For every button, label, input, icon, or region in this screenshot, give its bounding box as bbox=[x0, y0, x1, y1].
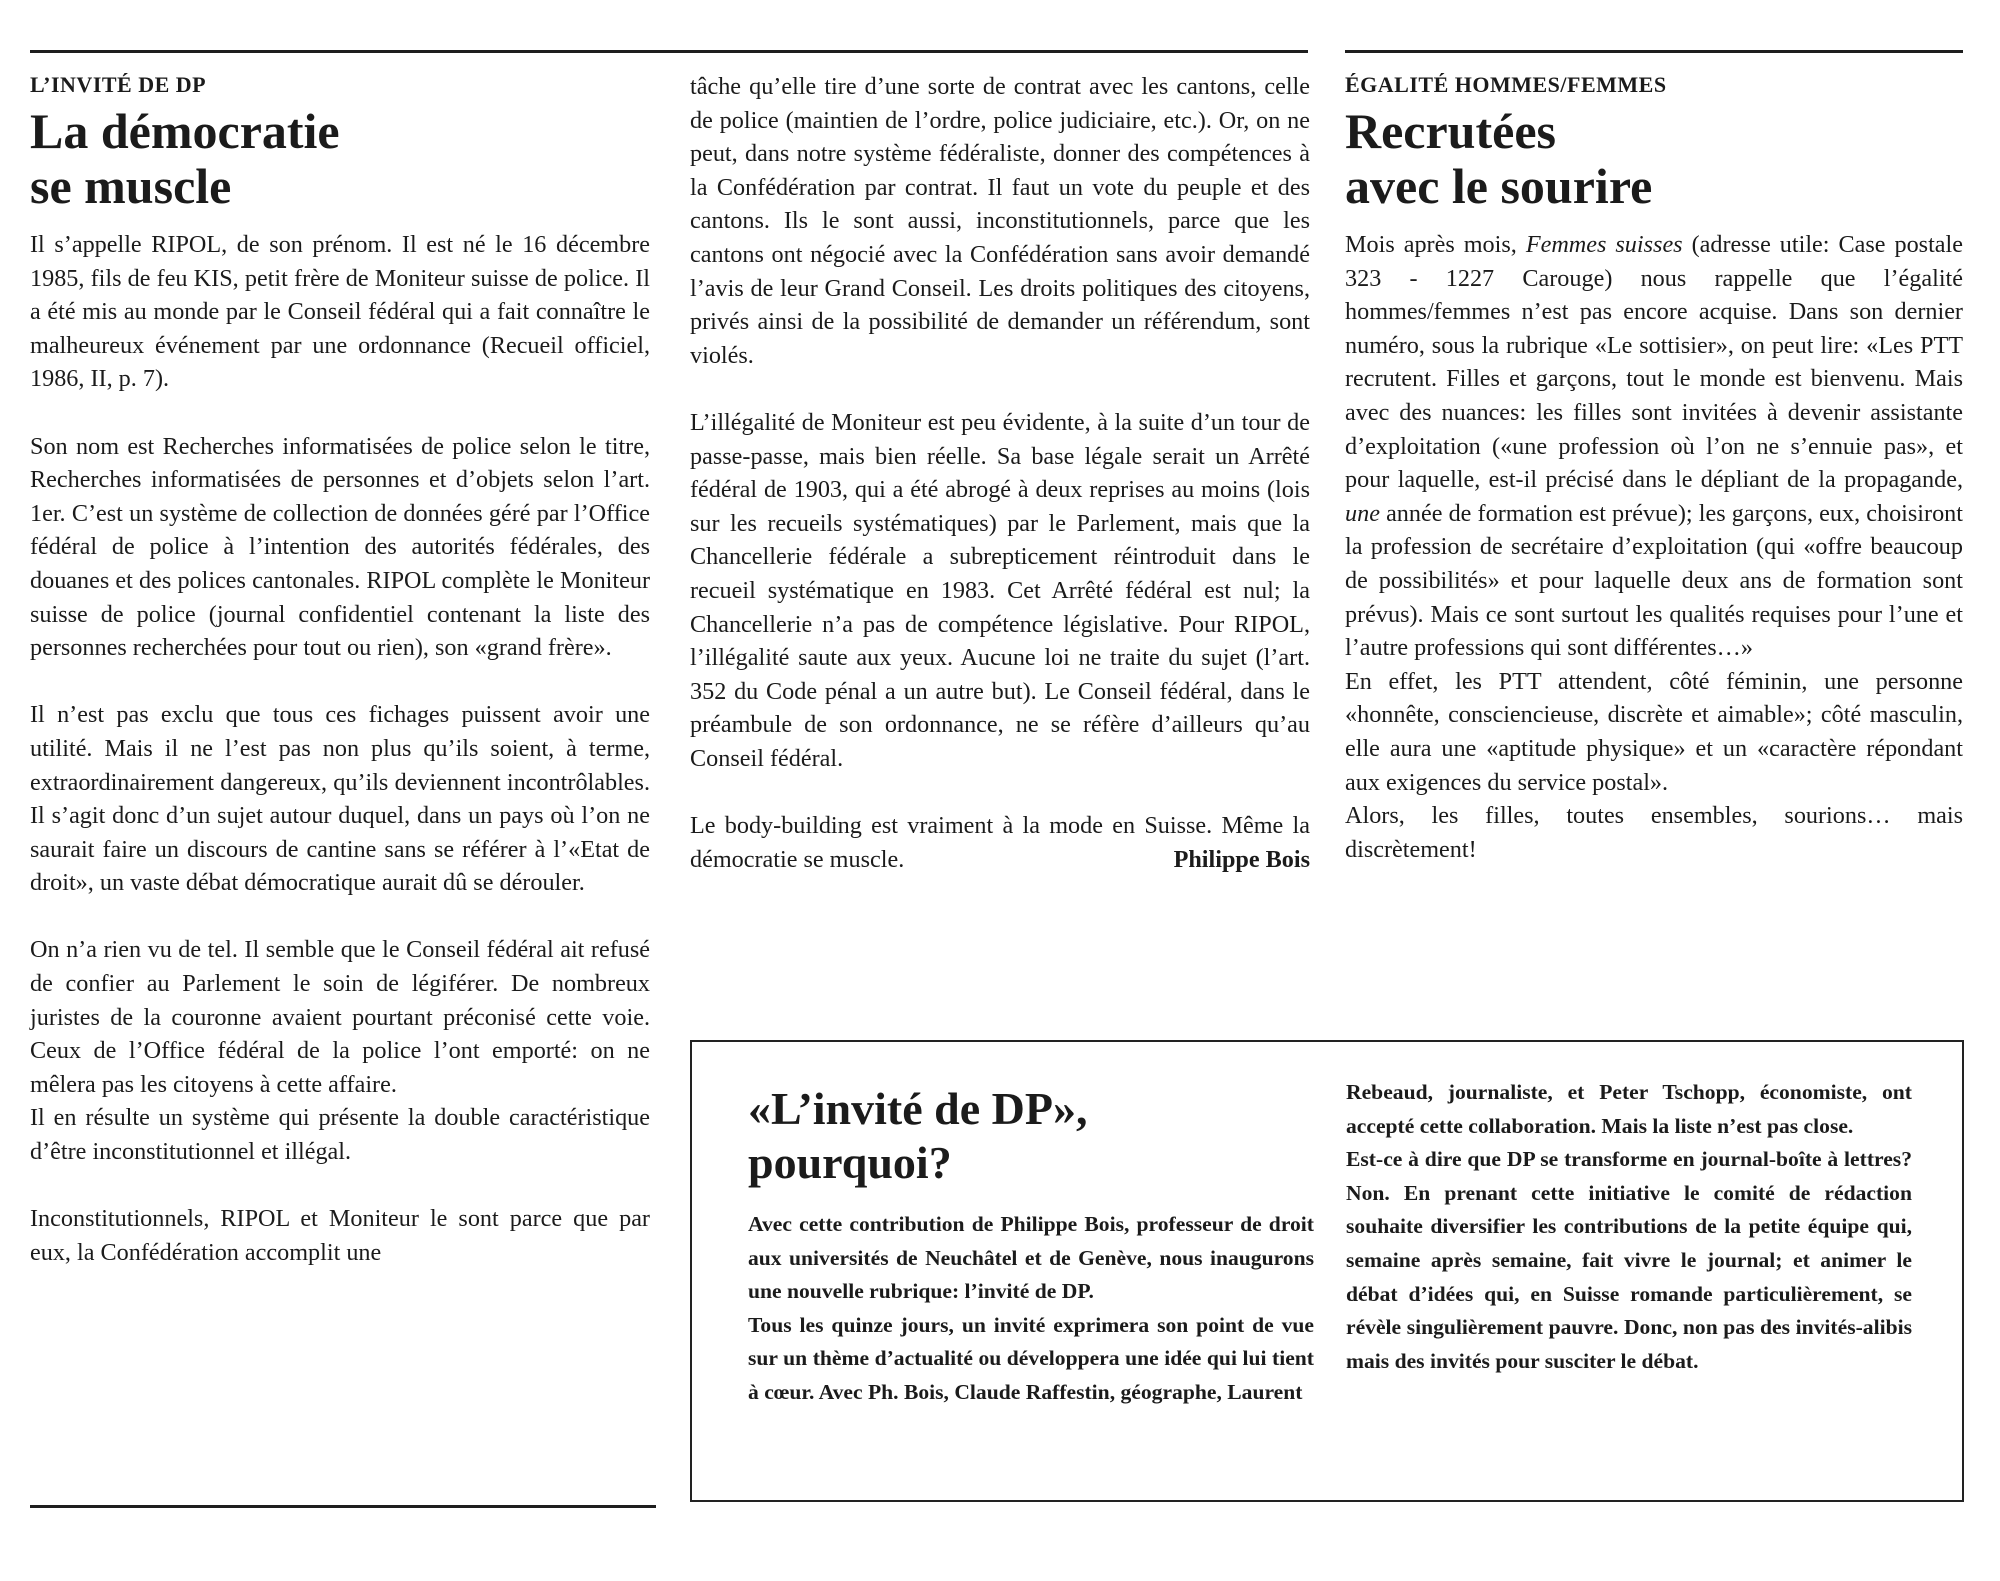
bottom-rule-left bbox=[30, 1505, 656, 1508]
top-rule-right bbox=[1345, 50, 1963, 53]
box-column-1 bbox=[748, 1208, 1314, 1410]
article-kicker: ÉGALITÉ HOMMES/FEMMES bbox=[1345, 72, 1667, 97]
article-paragraph: Il s’appelle RIPOL, de son prénom. Il est né le 16 décembre 1985, fils de feu KIS, petit frère de Moniteur suisse de police. Il a été mis au monde par le Conseil fédéral qui a fait connaître le malheureux événement par une ordonnance (Recueil officiel, 1986, II, p. 7). bbox=[30, 231, 650, 393]
article-title-line: avec le sourire bbox=[1345, 158, 1653, 214]
article-paragraph: Il n’est pas exclu que tous ces fichages puissent avoir une utilité. Mais il ne l’est pas non plus qu’ils soient, à terme, extraordinairement dangereux, qu’ils deviennent incontrôlables. Il s’agit donc d’un sujet autour duquel, dans un pays où l’on ne saurait faire un discours de cantine sans se référer à l’«Etat de droit», un vaste débat démocratique aurait dû se dérouler. bbox=[30, 701, 650, 897]
article-title bbox=[30, 104, 650, 214]
article-paragraph: En effet, les PTT attendent, côté féminin, une personne «honnête, consciencieuse, discrète et aimable»; côté masculin, elle aura une «aptitude physique» et un «caractère répondant aux exigences du service postal». bbox=[1345, 667, 1963, 796]
text-run: Mois après mois, bbox=[1345, 231, 1526, 258]
article-paragraph: Son nom est Recherches informatisées de police selon le titre, Recherches informatisées de personnes et d’objets selon l’art. 1er. C’est un système de collection de données géré par l’Office fédéral de police à l’intention des autorités fédérales, des douanes et des polices cantonales. RIPOL complète le Moniteur suisse de police (journal confidentiel contenant la liste des personnes recherchées pour tout ou rien), son «grand frère». bbox=[30, 432, 650, 662]
article-paragraph: Il en résulte un système qui présente la double caractéristique d’être inconstitutionnel et illégal. bbox=[30, 1104, 650, 1166]
box-title-line: «L’invité de DP», bbox=[748, 1083, 1088, 1134]
article-title-line: La démocratie bbox=[30, 103, 340, 159]
box-paragraph: Rebeaud, journaliste, et Peter Tschopp, économiste, ont accepté cette collaboration. Mais la liste n’est pas close. bbox=[1346, 1080, 1912, 1138]
article-title-line: se muscle bbox=[30, 158, 232, 214]
box-paragraph: Est-ce à dire que DP se transforme en journal-boîte à lettres? Non. En prenant cette initiative le comité de rédaction souhaite diversifier les contributions de la petite équipe qui, semaine après semaine, fait vivre le journal; et animer le débat d’idées qui, en Suisse romande particulièrement, se révèle singulièrement pauvre. Donc, non pas des invités-alibis mais des invités pour susciter le débat. bbox=[1346, 1147, 1912, 1373]
closing-text: Le body-building est vraiment à la mode en Suisse. Même la démocratie se muscle. bbox=[690, 812, 1310, 873]
box-title bbox=[748, 1082, 1308, 1190]
box-title-line: pourquoi? bbox=[748, 1137, 952, 1188]
article-paragraph: On n’a rien vu de tel. Il semble que le Conseil fédéral ait refusé de confier au Parlement le soin de légiférer. De nombreux juristes de la couronne avaient pourtant préconisé cette voie. Ceux de l’Office fédéral de la police l’ont emporté: on ne mêlera pas les citoyens à cette affaire. bbox=[30, 936, 650, 1098]
article-paragraph bbox=[1345, 228, 1963, 665]
article-kicker: L’INVITÉ DE DP bbox=[30, 72, 207, 97]
article-title-line: Recrutées bbox=[1345, 103, 1556, 159]
guest-explainer-box bbox=[690, 1040, 1964, 1502]
box-paragraph: Tous les quinze jours, un invité exprimera son point de vue sur un thème d’actualité ou développera une idée qui lui tient à cœur. Avec Ph. Bois, Claude Raffestin, géographe, Laurent bbox=[748, 1312, 1314, 1404]
text-run: (adresse utile: Case postale 323 - 1227 Carouge) nous rappelle que l’égalité hommes/femmes n’est pas encore acquise. Dans son dernier numéro, sous la rubrique «Le sottisier», on peut lire: «Les PTT recrutent. Filles et garçons, tout le monde est bienvenu. Mais avec des nuances: les filles sont invitées à devenir assistante d’exploitation («une profession où l’on ne s’ennuie pas», et pour laquelle, est-il précisé dans le dépliant de la propagande, bbox=[1345, 231, 1963, 494]
top-rule-left bbox=[30, 50, 1308, 53]
left-article-column-1 bbox=[30, 72, 650, 1269]
article-closing-paragraph bbox=[690, 809, 1310, 876]
box-column-2 bbox=[1346, 1076, 1912, 1378]
author-signature: Philippe Bois bbox=[1173, 845, 1310, 873]
article-paragraph: Inconstitutionnels, RIPOL et Moniteur le sont parce que par eux, la Confédération accomplit une bbox=[30, 1205, 650, 1266]
article-paragraph: tâche qu’elle tire d’une sorte de contrat avec les cantons, celle de police (maintien de l’ordre, police judiciaire, etc.). Or, on ne peut, dans notre système fédéraliste, donner des compétences à la Confédération par contrat. Il faut un vote du peuple et des cantons. Ils le sont aussi, inconstitutionnels, parce que les cantons ont négocié avec la Confédération sans avoir demandé l’avis de leur Grand Conseil. Les droits politiques des citoyens, privés ainsi de la possibilité de demander un référendum, sont violés. bbox=[690, 73, 1310, 369]
emphasis: une bbox=[1345, 499, 1380, 527]
article-paragraph: L’illégalité de Moniteur est peu évidente, à la suite d’un tour de passe-passe, mais bien réelle. Sa base légale serait un Arrêté fédéral de 1903, qui a été abrogé à deux reprises au moins (lois sur les recueils systématiques) par le Parlement, mais que la Chancellerie fédérale a subrepticement réintroduit dans le recueil systématique en 1983. Cet Arrêté fédéral est nul; la Chancellerie n’a pas de compétence législative. Pour RIPOL, l’illégalité saute aux yeux. Aucune loi ne traite du sujet (l’art. 352 du Code pénal a un autre but). Le Conseil fédéral, dans le préambule de son ordonnance, ne se réfère d’ailleurs qu’au Conseil fédéral. bbox=[690, 408, 1310, 772]
box-paragraph: Avec cette contribution de Philippe Bois, professeur de droit aux universités de Neuchâtel et de Genève, nous inaugurons une nouvelle rubrique: l’invité de DP. bbox=[748, 1212, 1314, 1304]
right-article-column bbox=[1345, 72, 1963, 866]
publication-name: Femmes suisses bbox=[1525, 231, 1683, 258]
text-run: année de formation est prévue); les garçons, eux, choisiront la profession de secrétaire d’exploitation (qui «offre beaucoup de possibilités» et pour laquelle deux ans de formation sont prévus). Mais ce sont surtout les qualités requises pour l’une et l’autre professions qui sont différentes…» bbox=[1345, 499, 1963, 662]
article-title bbox=[1345, 104, 1963, 214]
article-paragraph: Alors, les filles, toutes ensembles, sourions… mais discrètement! bbox=[1345, 802, 1963, 863]
left-article-column-2 bbox=[690, 70, 1310, 876]
